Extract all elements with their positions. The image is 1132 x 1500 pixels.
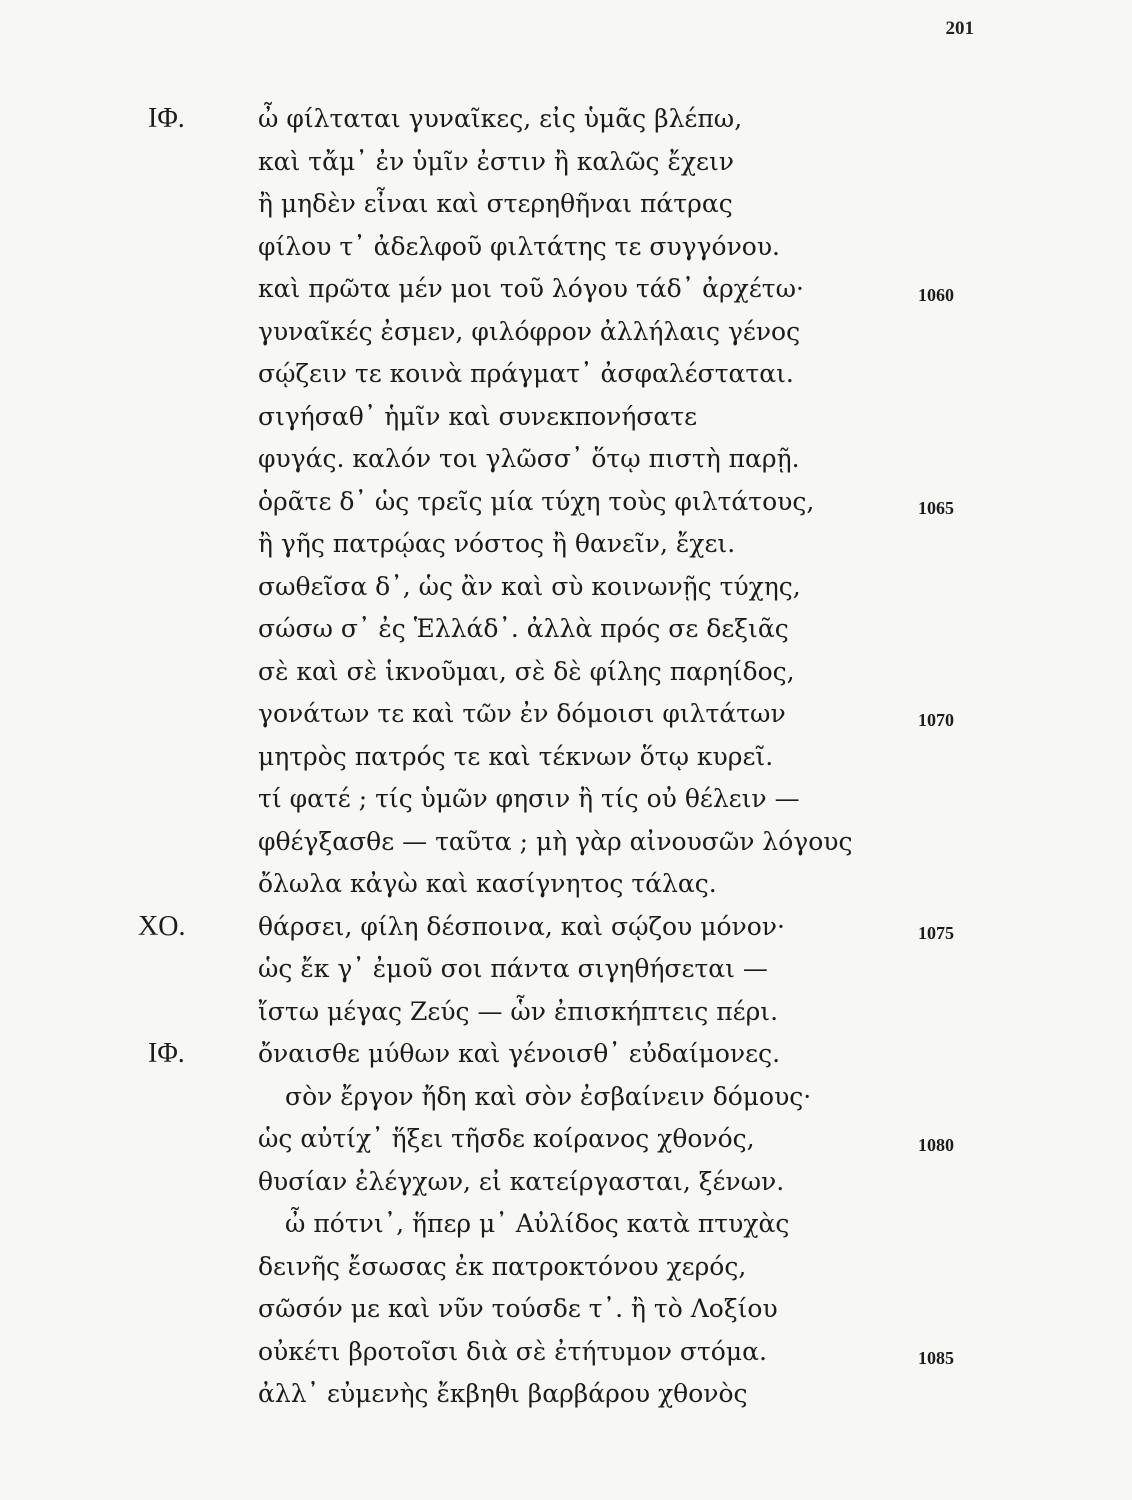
line-number: 1080 — [918, 1135, 954, 1155]
verse-line — [0, 438, 1132, 481]
verse-line — [0, 778, 1132, 821]
verse-text: γυναῖκές ἐσμεν, φιλόφρον ἀλλήλαις γένος — [258, 316, 801, 346]
verse-text: ἢ γῆς πατρῴας νόστος ἢ θανεῖν, ἔχει. — [258, 529, 736, 558]
verse-text: θυσίαν ἐλέγχων, εἰ κατείργασται, ξένων. — [258, 1166, 785, 1196]
verse-line — [0, 948, 1132, 991]
verse-text: ὦ φίλταται γυναῖκες, εἰς ὑμᾶς βλέπω, — [258, 104, 743, 133]
speaker-label: ΙΦ. — [148, 103, 185, 134]
verse-line — [0, 1331, 1132, 1374]
line-number: 1065 — [918, 497, 954, 518]
verse-line — [0, 1118, 1132, 1161]
verse-line — [0, 863, 1132, 906]
verse-line — [0, 1288, 1132, 1331]
verse-line — [0, 821, 1132, 864]
verse-line — [0, 98, 1132, 141]
verse-line — [0, 693, 1132, 736]
line-number: 1070 — [918, 710, 954, 730]
verse-text: σῶσόν με καὶ νῦν τούσδε τ᾽. ἢ τὸ Λοξίου — [258, 1294, 778, 1323]
verse-line — [0, 1033, 1132, 1076]
speaker-label: ΙΦ. — [148, 1038, 185, 1069]
verse-line — [0, 1076, 1132, 1119]
verse-line — [0, 141, 1132, 184]
line-number: 1060 — [918, 285, 954, 305]
verse-line — [0, 481, 1132, 524]
verse-text: φθέγξασθε — ταῦτα ; μὴ γὰρ αἰνουσῶν λόγους — [258, 826, 853, 856]
verse-text: ὁρᾶτε δ᾽ ὡς τρεῖς μία τύχη τοὺς φιλτάτους, — [258, 486, 815, 516]
verse-text: ἴστω μέγας Ζεύς — ὧν ἐπισκήπτεις πέρι. — [258, 996, 779, 1026]
verse-text: σιγήσαθ᾽ ἡμῖν καὶ συνεκπονήσατε — [258, 401, 698, 431]
verse-text: ὄναισθε μύθων καὶ γένοισθ᾽ εὐδαίμονες. — [258, 1039, 781, 1068]
verse-text: καὶ πρῶτα μέν μοι τοῦ λόγου τάδ᾽ ἀρχέτω· — [258, 274, 804, 303]
verse-line — [0, 268, 1132, 311]
verse-text: σὸν ἔργον ἤδη καὶ σὸν ἐσβαίνειν δόμους· — [285, 1081, 812, 1111]
page-number: 201 — [945, 18, 974, 39]
verse-line — [0, 991, 1132, 1034]
verse-line — [0, 1203, 1132, 1246]
verse-text: ὡς αὐτίχ᾽ ἥξει τῆσδε κοίρανος χθονός, — [258, 1124, 755, 1153]
verse-text: καὶ τἄμ᾽ ἐν ὑμῖν ἐστιν ἢ καλῶς ἔχειν — [258, 146, 735, 176]
verse-text: τί φατέ ; τίς ὑμῶν φησιν ἢ τίς οὐ θέλειν — — [258, 784, 800, 813]
verse-text: ὡς ἔκ γ᾽ ἐμοῦ σοι πάντα σιγηθήσεται — — [258, 954, 768, 983]
verse-line — [0, 311, 1132, 354]
verse-text: φυγάς. καλόν τοι γλῶσσ᾽ ὅτῳ πιστὴ παρῇ. — [258, 444, 800, 473]
verse-line — [0, 736, 1132, 779]
verse-line — [0, 183, 1132, 226]
line-number: 1085 — [918, 1347, 954, 1368]
verse-text: ἀλλ᾽ εὐμενὴς ἔκβηθι βαρβάρου χθονὸς — [258, 1379, 748, 1408]
verse-text: δεινῆς ἔσωσας ἐκ πατροκτόνου χερός, — [258, 1251, 747, 1281]
verse-line — [0, 1161, 1132, 1204]
verse-line — [0, 523, 1132, 566]
verse-line — [0, 1246, 1132, 1289]
verse-line — [0, 608, 1132, 651]
verse-line — [0, 353, 1132, 396]
verse-text: γονάτων τε καὶ τῶν ἐν δόμοισι φιλτάτων — [258, 699, 786, 728]
speaker-label: ΧΟ. — [138, 910, 186, 942]
verse-line — [0, 906, 1132, 949]
verse-text: οὐκέτι βροτοῖσι διὰ σὲ ἐτήτυμον στόμα. — [258, 1336, 767, 1366]
verse-text: ἢ μηδὲν εἶναι καὶ στερηθῆναι πάτρας — [258, 189, 733, 218]
verse-text: σώσω σ᾽ ἐς Ἑλλάδ᾽. ἀλλὰ πρός σε δεξιᾶς — [258, 614, 789, 643]
verse-line — [0, 566, 1132, 609]
verse-lines — [0, 98, 1132, 1416]
verse-line — [0, 1373, 1132, 1416]
verse-text: ὄλωλα κἀγὼ καὶ κασίγνητος τάλας. — [258, 869, 717, 898]
verse-text: ὦ πότνι᾽, ἥπερ μ᾽ Αὐλίδος κατὰ πτυχὰς — [285, 1209, 790, 1238]
verse-text: φίλου τ᾽ ἀδελφοῦ φιλτάτης τε συγγόνου. — [258, 231, 780, 261]
verse-text: μητρὸς πατρός τε καὶ τέκνων ὅτῳ κυρεῖ. — [258, 741, 774, 771]
verse-text: θάρσει, φίλη δέσποινα, καὶ σῴζου μόνον· — [258, 911, 785, 941]
verse-line — [0, 651, 1132, 694]
verse-text: σὲ καὶ σὲ ἱκνοῦμαι, σὲ δὲ φίλης παρηίδος, — [258, 656, 795, 686]
verse-text: σωθεῖσα δ᾽, ὡς ἂν καὶ σὺ κοινωνῇς τύχης, — [258, 571, 801, 601]
verse-line — [0, 226, 1132, 269]
verse-text: σῴζειν τε κοινὰ πράγματ᾽ ἀσφαλέσταται. — [258, 359, 794, 388]
line-number: 1075 — [918, 922, 954, 943]
verse-line — [0, 396, 1132, 439]
